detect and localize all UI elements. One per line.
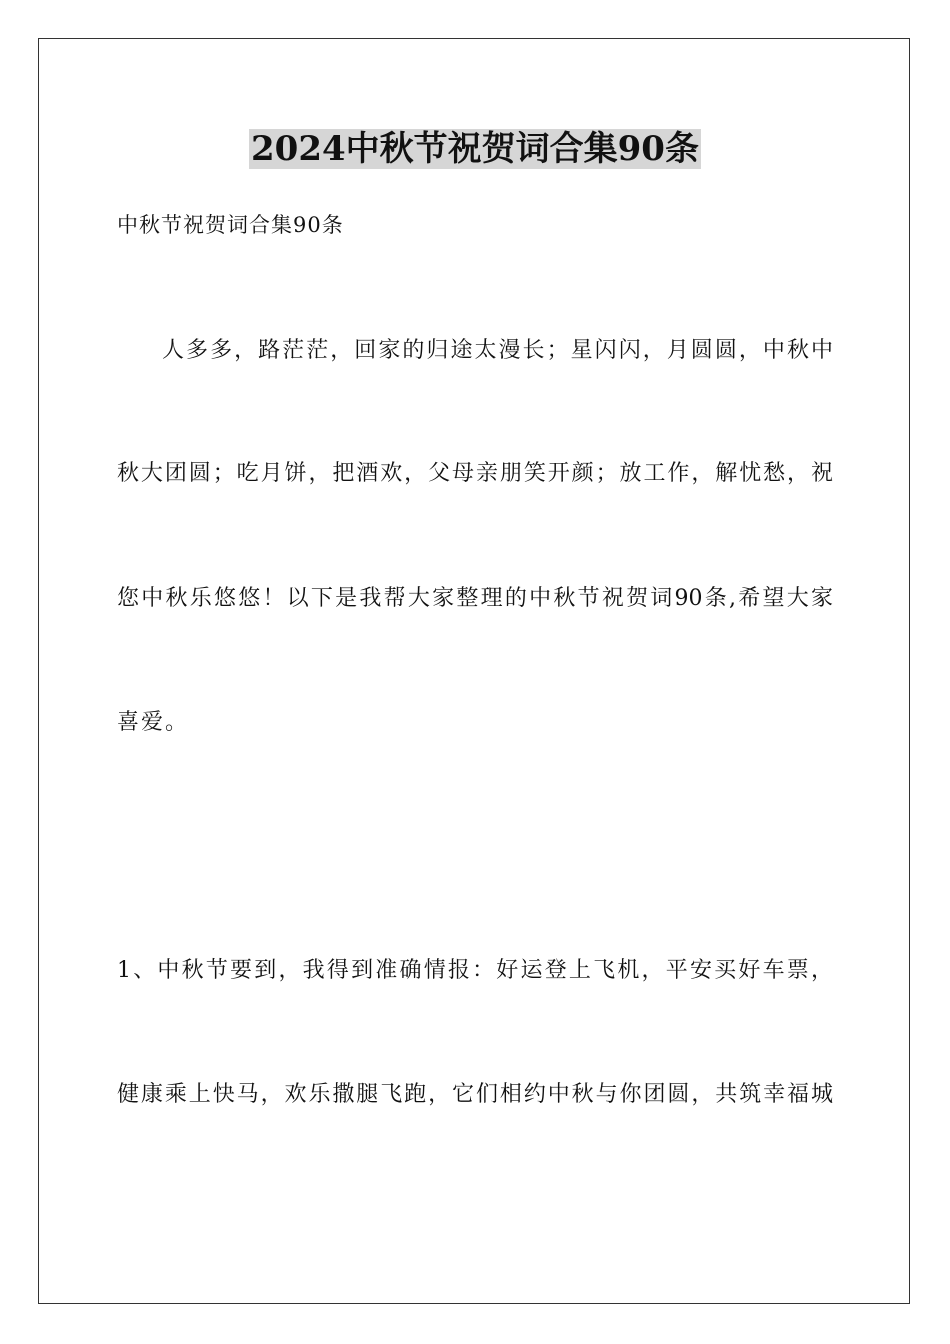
intro-line-4: 喜爱。 xyxy=(117,710,190,735)
document-title xyxy=(0,127,950,171)
intro-line-3: 您中秋乐悠悠！以下是我帮大家整理的中秋节祝贺词90条,希望大家 xyxy=(117,586,833,611)
item-1-line-1: 1、中秋节要到，我得到准确情报：好运登上飞机，平安买好车票， xyxy=(117,958,833,983)
intro-line-2: 秋大团圆；吃月饼，把酒欢，父母亲朋笑开颜；放工作，解忧愁，祝 xyxy=(117,461,833,486)
document-title-text: 2024中秋节祝贺词合集90条 xyxy=(251,129,699,169)
intro-line-1: 人多多，路茫茫，回家的归途太漫长；星闪闪，月圆圆，中秋中 xyxy=(162,338,833,363)
document-subtitle: 中秋节祝贺词合集90条 xyxy=(117,213,344,237)
item-1-line-2: 健康乘上快马，欢乐撒腿飞跑，它们相约中秋与你团圆，共筑幸福城 xyxy=(117,1082,833,1107)
